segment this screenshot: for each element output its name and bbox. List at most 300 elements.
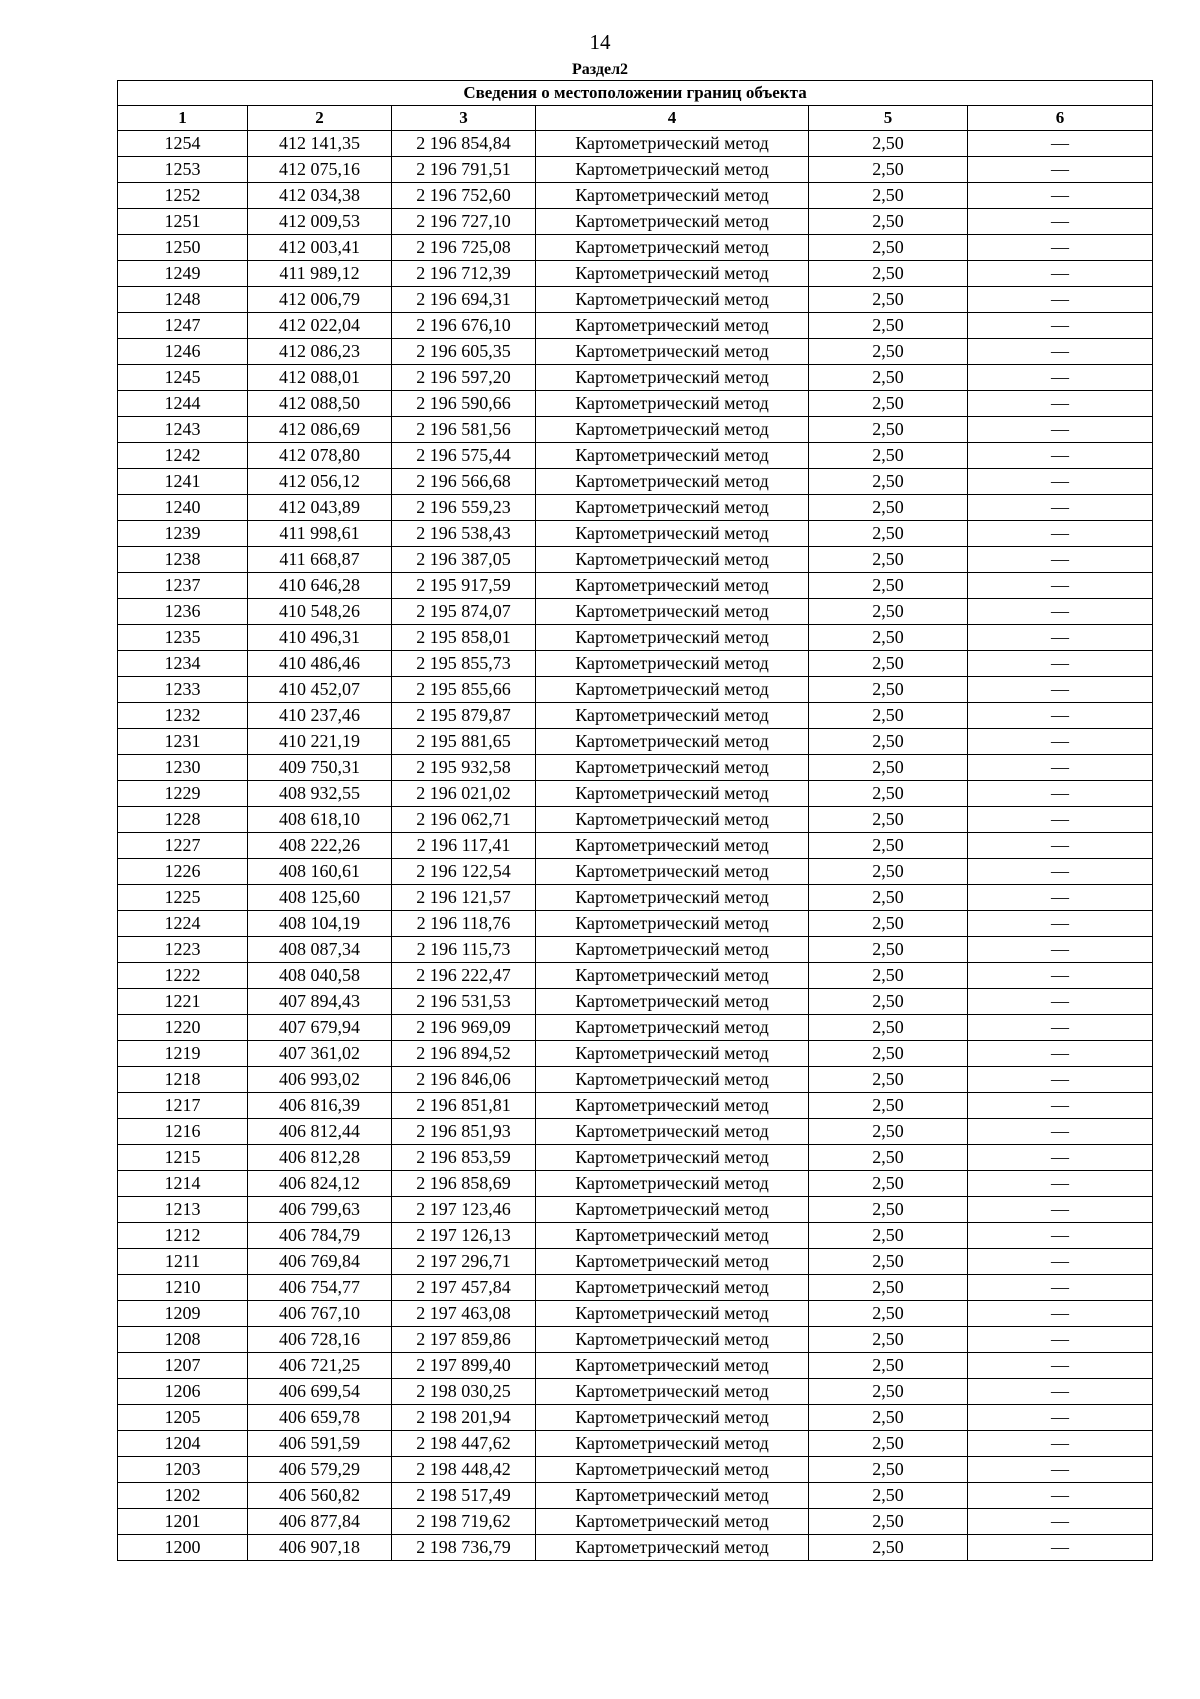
method-cell: Картометрический метод: [536, 1509, 809, 1535]
table-row: [118, 443, 1153, 469]
method-cell: Картометрический метод: [536, 677, 809, 703]
accuracy-cell: 2,50: [809, 287, 968, 313]
point-number-cell: 1202: [118, 1483, 248, 1509]
accuracy-cell: 2,50: [809, 1275, 968, 1301]
accuracy-cell: 2,50: [809, 963, 968, 989]
table-row: [118, 833, 1153, 859]
description-cell: —: [968, 1093, 1153, 1119]
x-coordinate-cell: 412 022,04: [248, 313, 392, 339]
y-coordinate-cell: 2 195 874,07: [392, 599, 536, 625]
method-cell: Картометрический метод: [536, 1119, 809, 1145]
table-row: [118, 417, 1153, 443]
point-number-cell: 1215: [118, 1145, 248, 1171]
table-row: [118, 963, 1153, 989]
point-number-cell: 1251: [118, 209, 248, 235]
table-row: [118, 781, 1153, 807]
description-cell: —: [968, 937, 1153, 963]
y-coordinate-cell: 2 196 581,56: [392, 417, 536, 443]
accuracy-cell: 2,50: [809, 599, 968, 625]
method-cell: Картометрический метод: [536, 1327, 809, 1353]
point-number-cell: 1208: [118, 1327, 248, 1353]
point-number-cell: 1214: [118, 1171, 248, 1197]
y-coordinate-cell: 2 196 752,60: [392, 183, 536, 209]
accuracy-cell: 2,50: [809, 313, 968, 339]
accuracy-cell: 2,50: [809, 1093, 968, 1119]
method-cell: Картометрический метод: [536, 1093, 809, 1119]
y-coordinate-cell: 2 198 719,62: [392, 1509, 536, 1535]
description-cell: —: [968, 1067, 1153, 1093]
table-row: [118, 287, 1153, 313]
x-coordinate-cell: 411 998,61: [248, 521, 392, 547]
accuracy-cell: 2,50: [809, 729, 968, 755]
y-coordinate-cell: 2 196 222,47: [392, 963, 536, 989]
x-coordinate-cell: 408 160,61: [248, 859, 392, 885]
table-row: [118, 729, 1153, 755]
accuracy-cell: 2,50: [809, 1483, 968, 1509]
y-coordinate-cell: 2 196 846,06: [392, 1067, 536, 1093]
table-row: [118, 339, 1153, 365]
method-cell: Картометрический метод: [536, 183, 809, 209]
table-row: [118, 1379, 1153, 1405]
x-coordinate-cell: 410 646,28: [248, 573, 392, 599]
point-number-cell: 1231: [118, 729, 248, 755]
method-cell: Картометрический метод: [536, 573, 809, 599]
method-cell: Картометрический метод: [536, 833, 809, 859]
method-cell: Картометрический метод: [536, 339, 809, 365]
description-cell: —: [968, 1301, 1153, 1327]
y-coordinate-cell: 2 197 463,08: [392, 1301, 536, 1327]
method-cell: Картометрический метод: [536, 443, 809, 469]
method-cell: Картометрический метод: [536, 1457, 809, 1483]
accuracy-cell: 2,50: [809, 1457, 968, 1483]
accuracy-cell: 2,50: [809, 625, 968, 651]
point-number-cell: 1248: [118, 287, 248, 313]
point-number-cell: 1230: [118, 755, 248, 781]
point-number-cell: 1218: [118, 1067, 248, 1093]
method-cell: Картометрический метод: [536, 469, 809, 495]
section-title: Раздел2: [571, 61, 629, 78]
x-coordinate-cell: 406 769,84: [248, 1249, 392, 1275]
x-coordinate-cell: 408 087,34: [248, 937, 392, 963]
table-row: [118, 859, 1153, 885]
method-cell: Картометрический метод: [536, 365, 809, 391]
description-cell: —: [968, 859, 1153, 885]
point-number-cell: 1240: [118, 495, 248, 521]
description-cell: —: [968, 1379, 1153, 1405]
description-cell: —: [968, 833, 1153, 859]
description-cell: —: [968, 261, 1153, 287]
description-cell: —: [968, 209, 1153, 235]
description-cell: —: [968, 885, 1153, 911]
description-cell: —: [968, 287, 1153, 313]
description-cell: —: [968, 729, 1153, 755]
description-cell: —: [968, 1509, 1153, 1535]
description-cell: —: [968, 1457, 1153, 1483]
description-cell: —: [968, 469, 1153, 495]
point-number-cell: 1224: [118, 911, 248, 937]
description-cell: —: [968, 599, 1153, 625]
x-coordinate-cell: 406 824,12: [248, 1171, 392, 1197]
point-number-cell: 1209: [118, 1301, 248, 1327]
table-row: [118, 365, 1153, 391]
table-row: [118, 313, 1153, 339]
description-cell: —: [968, 521, 1153, 547]
x-coordinate-cell: 410 486,46: [248, 651, 392, 677]
description-cell: —: [968, 1327, 1153, 1353]
column-header: 1: [118, 106, 248, 131]
description-cell: —: [968, 391, 1153, 417]
accuracy-cell: 2,50: [809, 937, 968, 963]
method-cell: Картометрический метод: [536, 495, 809, 521]
point-number-cell: 1213: [118, 1197, 248, 1223]
description-cell: —: [968, 1535, 1153, 1561]
column-header: 3: [392, 106, 536, 131]
x-coordinate-cell: 412 003,41: [248, 235, 392, 261]
x-coordinate-cell: 406 591,59: [248, 1431, 392, 1457]
point-number-cell: 1223: [118, 937, 248, 963]
point-number-cell: 1229: [118, 781, 248, 807]
y-coordinate-cell: 2 196 115,73: [392, 937, 536, 963]
table-row: [118, 209, 1153, 235]
point-number-cell: 1235: [118, 625, 248, 651]
y-coordinate-cell: 2 197 457,84: [392, 1275, 536, 1301]
point-number-cell: 1243: [118, 417, 248, 443]
method-cell: Картометрический метод: [536, 989, 809, 1015]
y-coordinate-cell: 2 196 597,20: [392, 365, 536, 391]
description-cell: —: [968, 443, 1153, 469]
accuracy-cell: 2,50: [809, 1431, 968, 1457]
description-cell: —: [968, 495, 1153, 521]
y-coordinate-cell: 2 196 851,93: [392, 1119, 536, 1145]
point-number-cell: 1212: [118, 1223, 248, 1249]
accuracy-cell: 2,50: [809, 677, 968, 703]
point-number-cell: 1234: [118, 651, 248, 677]
table-row: [118, 521, 1153, 547]
y-coordinate-cell: 2 196 851,81: [392, 1093, 536, 1119]
table-row: [118, 1327, 1153, 1353]
description-cell: —: [968, 1405, 1153, 1431]
x-coordinate-cell: 408 104,19: [248, 911, 392, 937]
point-number-cell: 1254: [118, 131, 248, 157]
method-cell: Картометрический метод: [536, 781, 809, 807]
table-body: [118, 131, 1153, 1561]
table-row: [118, 391, 1153, 417]
accuracy-cell: 2,50: [809, 209, 968, 235]
x-coordinate-cell: 412 075,16: [248, 157, 392, 183]
method-cell: Картометрический метод: [536, 521, 809, 547]
description-cell: —: [968, 651, 1153, 677]
description-cell: —: [968, 365, 1153, 391]
description-cell: —: [968, 1223, 1153, 1249]
accuracy-cell: 2,50: [809, 1015, 968, 1041]
y-coordinate-cell: 2 196 712,39: [392, 261, 536, 287]
x-coordinate-cell: 412 034,38: [248, 183, 392, 209]
table-row: [118, 755, 1153, 781]
table-row: [118, 625, 1153, 651]
y-coordinate-cell: 2 196 118,76: [392, 911, 536, 937]
y-coordinate-cell: 2 196 853,59: [392, 1145, 536, 1171]
point-number-cell: 1236: [118, 599, 248, 625]
table-row: [118, 495, 1153, 521]
y-coordinate-cell: 2 195 855,73: [392, 651, 536, 677]
description-cell: —: [968, 1353, 1153, 1379]
point-number-cell: 1237: [118, 573, 248, 599]
accuracy-cell: 2,50: [809, 417, 968, 443]
table-row: [118, 183, 1153, 209]
x-coordinate-cell: 412 086,69: [248, 417, 392, 443]
point-number-cell: 1249: [118, 261, 248, 287]
method-cell: Картометрический метод: [536, 1301, 809, 1327]
point-number-cell: 1205: [118, 1405, 248, 1431]
point-number-cell: 1219: [118, 1041, 248, 1067]
accuracy-cell: 2,50: [809, 911, 968, 937]
y-coordinate-cell: 2 198 447,62: [392, 1431, 536, 1457]
x-coordinate-cell: 406 816,39: [248, 1093, 392, 1119]
x-coordinate-cell: 412 088,50: [248, 391, 392, 417]
method-cell: Картометрический метод: [536, 391, 809, 417]
x-coordinate-cell: 408 932,55: [248, 781, 392, 807]
method-cell: Картометрический метод: [536, 313, 809, 339]
y-coordinate-cell: 2 196 725,08: [392, 235, 536, 261]
point-number-cell: 1206: [118, 1379, 248, 1405]
accuracy-cell: 2,50: [809, 1249, 968, 1275]
table-row: [118, 703, 1153, 729]
description-cell: —: [968, 183, 1153, 209]
table-row: [118, 573, 1153, 599]
point-number-cell: 1201: [118, 1509, 248, 1535]
y-coordinate-cell: 2 196 969,09: [392, 1015, 536, 1041]
accuracy-cell: 2,50: [809, 261, 968, 287]
method-cell: Картометрический метод: [536, 235, 809, 261]
y-coordinate-cell: 2 195 881,65: [392, 729, 536, 755]
y-coordinate-cell: 2 196 531,53: [392, 989, 536, 1015]
y-coordinate-cell: 2 196 858,69: [392, 1171, 536, 1197]
x-coordinate-cell: 407 361,02: [248, 1041, 392, 1067]
description-cell: —: [968, 1197, 1153, 1223]
description-cell: —: [968, 1483, 1153, 1509]
y-coordinate-cell: 2 196 590,66: [392, 391, 536, 417]
method-cell: Картометрический метод: [536, 651, 809, 677]
column-header: 2: [248, 106, 392, 131]
method-cell: Картометрический метод: [536, 417, 809, 443]
method-cell: Картометрический метод: [536, 547, 809, 573]
accuracy-cell: 2,50: [809, 1405, 968, 1431]
x-coordinate-cell: 410 452,07: [248, 677, 392, 703]
table-row: [118, 131, 1153, 157]
description-cell: —: [968, 1145, 1153, 1171]
accuracy-cell: 2,50: [809, 781, 968, 807]
y-coordinate-cell: 2 195 855,66: [392, 677, 536, 703]
accuracy-cell: 2,50: [809, 157, 968, 183]
method-cell: Картометрический метод: [536, 131, 809, 157]
point-number-cell: 1253: [118, 157, 248, 183]
method-cell: Картометрический метод: [536, 1379, 809, 1405]
method-cell: Картометрический метод: [536, 287, 809, 313]
x-coordinate-cell: 410 221,19: [248, 729, 392, 755]
table-row: [118, 1015, 1153, 1041]
point-number-cell: 1204: [118, 1431, 248, 1457]
method-cell: Картометрический метод: [536, 1483, 809, 1509]
method-cell: Картометрический метод: [536, 1431, 809, 1457]
accuracy-cell: 2,50: [809, 183, 968, 209]
point-number-cell: 1221: [118, 989, 248, 1015]
table-row: [118, 1353, 1153, 1379]
table-row: [118, 1535, 1153, 1561]
point-number-cell: 1210: [118, 1275, 248, 1301]
point-number-cell: 1211: [118, 1249, 248, 1275]
y-coordinate-cell: 2 196 727,10: [392, 209, 536, 235]
table-row: [118, 1301, 1153, 1327]
accuracy-cell: 2,50: [809, 1379, 968, 1405]
y-coordinate-cell: 2 198 030,25: [392, 1379, 536, 1405]
description-cell: —: [968, 703, 1153, 729]
accuracy-cell: 2,50: [809, 573, 968, 599]
accuracy-cell: 2,50: [809, 469, 968, 495]
description-cell: —: [968, 1041, 1153, 1067]
y-coordinate-cell: 2 196 538,43: [392, 521, 536, 547]
description-cell: —: [968, 157, 1153, 183]
y-coordinate-cell: 2 197 859,86: [392, 1327, 536, 1353]
y-coordinate-cell: 2 196 122,54: [392, 859, 536, 885]
x-coordinate-cell: 406 812,28: [248, 1145, 392, 1171]
description-cell: —: [968, 547, 1153, 573]
x-coordinate-cell: 406 560,82: [248, 1483, 392, 1509]
accuracy-cell: 2,50: [809, 495, 968, 521]
x-coordinate-cell: 412 088,01: [248, 365, 392, 391]
x-coordinate-cell: 410 548,26: [248, 599, 392, 625]
accuracy-cell: 2,50: [809, 989, 968, 1015]
y-coordinate-cell: 2 195 932,58: [392, 755, 536, 781]
description-cell: —: [968, 1249, 1153, 1275]
method-cell: Картометрический метод: [536, 261, 809, 287]
y-coordinate-cell: 2 196 605,35: [392, 339, 536, 365]
point-number-cell: 1200: [118, 1535, 248, 1561]
accuracy-cell: 2,50: [809, 1067, 968, 1093]
method-cell: Картометрический метод: [536, 1535, 809, 1561]
x-coordinate-cell: 407 679,94: [248, 1015, 392, 1041]
y-coordinate-cell: 2 197 126,13: [392, 1223, 536, 1249]
method-cell: Картометрический метод: [536, 1171, 809, 1197]
x-coordinate-cell: 406 877,84: [248, 1509, 392, 1535]
x-coordinate-cell: 406 754,77: [248, 1275, 392, 1301]
column-header: 5: [809, 106, 968, 131]
method-cell: Картометрический метод: [536, 729, 809, 755]
description-cell: —: [968, 235, 1153, 261]
description-cell: —: [968, 625, 1153, 651]
table-row: [118, 1509, 1153, 1535]
x-coordinate-cell: 406 699,54: [248, 1379, 392, 1405]
table-row: [118, 157, 1153, 183]
x-coordinate-cell: 406 728,16: [248, 1327, 392, 1353]
y-coordinate-cell: 2 196 559,23: [392, 495, 536, 521]
method-cell: Картометрический метод: [536, 209, 809, 235]
x-coordinate-cell: 408 618,10: [248, 807, 392, 833]
accuracy-cell: 2,50: [809, 1353, 968, 1379]
accuracy-cell: 2,50: [809, 365, 968, 391]
x-coordinate-cell: 406 799,63: [248, 1197, 392, 1223]
description-cell: —: [968, 755, 1153, 781]
point-number-cell: 1220: [118, 1015, 248, 1041]
table-row: [118, 1457, 1153, 1483]
y-coordinate-cell: 2 196 575,44: [392, 443, 536, 469]
description-cell: —: [968, 417, 1153, 443]
accuracy-cell: 2,50: [809, 1509, 968, 1535]
table-caption-row: [118, 81, 1153, 106]
x-coordinate-cell: 406 907,18: [248, 1535, 392, 1561]
point-number-cell: 1216: [118, 1119, 248, 1145]
table-row: [118, 1249, 1153, 1275]
table-row: [118, 261, 1153, 287]
y-coordinate-cell: 2 197 899,40: [392, 1353, 536, 1379]
table-row: [118, 807, 1153, 833]
x-coordinate-cell: 406 767,10: [248, 1301, 392, 1327]
y-coordinate-cell: 2 196 791,51: [392, 157, 536, 183]
accuracy-cell: 2,50: [809, 859, 968, 885]
method-cell: Картометрический метод: [536, 599, 809, 625]
accuracy-cell: 2,50: [809, 443, 968, 469]
y-coordinate-cell: 2 196 894,52: [392, 1041, 536, 1067]
point-number-cell: 1233: [118, 677, 248, 703]
x-coordinate-cell: 410 237,46: [248, 703, 392, 729]
column-header: 6: [968, 106, 1153, 131]
table-row: [118, 677, 1153, 703]
accuracy-cell: 2,50: [809, 547, 968, 573]
point-number-cell: 1228: [118, 807, 248, 833]
method-cell: Картометрический метод: [536, 157, 809, 183]
point-number-cell: 1217: [118, 1093, 248, 1119]
page-number: 14: [589, 30, 611, 54]
x-coordinate-cell: 408 040,58: [248, 963, 392, 989]
method-cell: Картометрический метод: [536, 1145, 809, 1171]
point-number-cell: 1245: [118, 365, 248, 391]
x-coordinate-cell: 408 125,60: [248, 885, 392, 911]
x-coordinate-cell: 412 009,53: [248, 209, 392, 235]
accuracy-cell: 2,50: [809, 1171, 968, 1197]
x-coordinate-cell: 409 750,31: [248, 755, 392, 781]
point-number-cell: 1226: [118, 859, 248, 885]
point-number-cell: 1247: [118, 313, 248, 339]
method-cell: Картометрический метод: [536, 963, 809, 989]
y-coordinate-cell: 2 198 517,49: [392, 1483, 536, 1509]
y-coordinate-cell: 2 196 694,31: [392, 287, 536, 313]
table-row: [118, 1041, 1153, 1067]
y-coordinate-cell: 2 195 879,87: [392, 703, 536, 729]
method-cell: Картометрический метод: [536, 1197, 809, 1223]
x-coordinate-cell: 407 894,43: [248, 989, 392, 1015]
point-number-cell: 1222: [118, 963, 248, 989]
method-cell: Картометрический метод: [536, 1015, 809, 1041]
description-cell: —: [968, 989, 1153, 1015]
point-number-cell: 1242: [118, 443, 248, 469]
table-row: [118, 547, 1153, 573]
description-cell: —: [968, 313, 1153, 339]
method-cell: Картометрический метод: [536, 859, 809, 885]
table-row: [118, 885, 1153, 911]
point-number-cell: 1227: [118, 833, 248, 859]
description-cell: —: [968, 339, 1153, 365]
y-coordinate-cell: 2 198 448,42: [392, 1457, 536, 1483]
x-coordinate-cell: 406 659,78: [248, 1405, 392, 1431]
description-cell: —: [968, 963, 1153, 989]
accuracy-cell: 2,50: [809, 807, 968, 833]
description-cell: —: [968, 1275, 1153, 1301]
boundary-coordinates-table: [117, 80, 1153, 1561]
method-cell: Картометрический метод: [536, 625, 809, 651]
x-coordinate-cell: 411 668,87: [248, 547, 392, 573]
description-cell: —: [968, 1171, 1153, 1197]
description-cell: —: [968, 1015, 1153, 1041]
method-cell: Картометрический метод: [536, 937, 809, 963]
